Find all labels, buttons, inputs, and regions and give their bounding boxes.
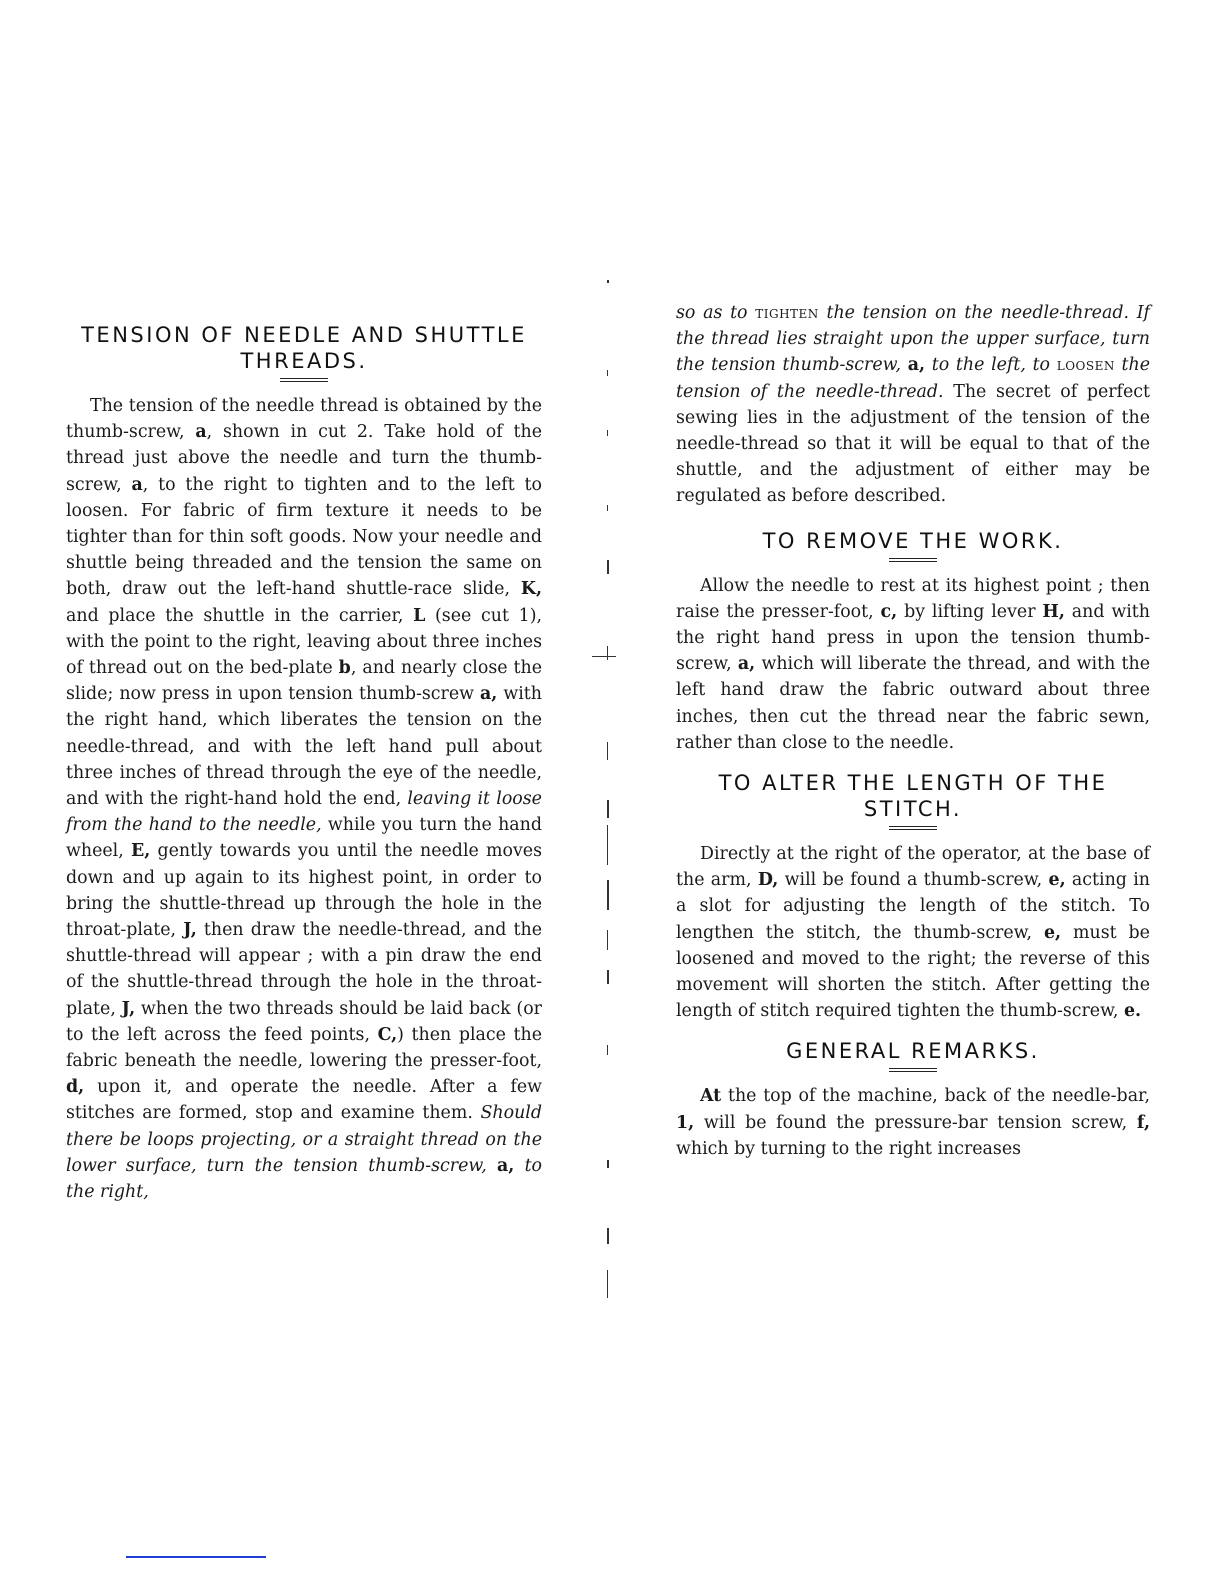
speck <box>607 742 608 760</box>
ref-a: a, <box>497 1155 515 1176</box>
speck <box>607 1270 608 1298</box>
text: upon it, and operate the needle. After a few stitches are formed, stop and examine them. <box>66 1077 542 1124</box>
small-caps-text: tighten <box>755 303 819 323</box>
italic-text: to the left, to <box>931 355 1057 376</box>
speck <box>592 656 616 657</box>
speck <box>607 1228 609 1244</box>
ref-L: L <box>413 605 426 626</box>
text: by lifting lever <box>897 601 1043 622</box>
text: and with the right hand press in upon the tension thumb-screw, <box>676 601 1150 675</box>
ref-e: e. <box>1123 1001 1142 1022</box>
speck <box>607 280 609 283</box>
ref-1: 1, <box>676 1112 695 1133</box>
text: , shown in cut 2. Take hold of the thread just above the needle and turn the thumb-screw, <box>66 422 542 495</box>
text: Allow the needle to rest at its highest point ; then raise the presser-foot, <box>676 575 1150 622</box>
ref-c: c, <box>880 601 898 622</box>
bold-text: At <box>700 1086 722 1107</box>
paragraph-continuation <box>676 300 1150 510</box>
right-column <box>676 300 1150 1162</box>
text: Directly at the right of the operator, at the base of the arm, <box>676 844 1150 891</box>
ref-a: a, <box>907 355 926 376</box>
text: which by turning to the right increases <box>676 1138 1022 1159</box>
speck <box>607 880 609 910</box>
heading-general-remarks: GENERAL REMARKS. <box>786 1039 1040 1064</box>
heading-alter-length: TO ALTER THE LENGTH OF THE STITCH. <box>718 771 1108 822</box>
ref-e: e, <box>1043 922 1062 943</box>
paragraph-remove-work <box>676 573 1150 756</box>
text: gently towards you until the needle moves down and up again to its highest point, in order to bring the shuttle-thread up through the hole in the throat-plate, <box>66 841 542 941</box>
text: The secret of perfect sewing lies in the adjustment of the tension of the needle-thread so that it will be equal to that of the shuttle, and the adjustment of either may be regulated as before described. <box>676 381 1151 507</box>
ref-a: a, <box>737 654 756 675</box>
ref-a: a, <box>480 684 498 705</box>
ref-e: e, <box>1048 870 1066 891</box>
speck <box>607 505 608 511</box>
text: The tension of the needle thread is obtained by the thumb-screw, <box>66 396 542 443</box>
ref-C: C, <box>377 1024 398 1045</box>
text: ) then place the fabric beneath the needle, lowering the presser-foot, <box>66 1024 543 1072</box>
ref-D: D, <box>757 870 779 891</box>
speck <box>607 800 609 818</box>
speck <box>607 430 608 436</box>
italic-text: the tension of the needle-thread. <box>676 355 1151 402</box>
text: then draw the needle-thread, and the shuttle-thread will appear ; with a pin draw the end of the shuttle-thread through the hole in the throat-plate, <box>66 920 542 1019</box>
ref-K: K, <box>520 579 542 600</box>
text: acting in a slot for adjusting the length of the stitch. To lengthen the stitch, the thumb-screw, <box>676 870 1150 943</box>
ref-a: a <box>131 474 143 495</box>
text: must be loosened and moved to the right; the reverse of this movement will shorten the stitch. After getting the length of stitch required tighten the thumb-screw, <box>676 922 1150 1022</box>
heading-rule <box>889 558 937 562</box>
paragraph-alter-length <box>676 841 1150 1024</box>
text: (see cut 1), with the point to the right, leaving about three inches of thread out on the bed-plate <box>66 605 543 679</box>
text: , and nearly close the slide; now press in upon tension thumb-screw <box>66 658 542 705</box>
speck <box>607 1160 609 1168</box>
ref-H: H, <box>1042 601 1065 622</box>
italic-text: leaving it loose from the hand to the needle, <box>66 789 542 836</box>
text: will be found the pressure-bar tension screw, <box>694 1112 1137 1133</box>
heading-rule <box>889 826 937 830</box>
italic-text: the tension on the needle-thread. If the thread lies straight upon the upper surface, turn the tension thumb-screw, <box>676 303 1150 376</box>
speck <box>607 930 608 950</box>
italic-text: Should there be loops projecting, or a straight thread on the lower surface, turn the tension thumb-screw, <box>66 1103 542 1176</box>
speck <box>607 646 608 660</box>
text: the top of the machine, back of the needle-bar, <box>721 1086 1150 1107</box>
paragraph-general-remarks <box>676 1083 1150 1162</box>
ref-J: J, <box>183 920 197 941</box>
ref-b: b <box>338 658 351 679</box>
italic-text: to the right, <box>66 1155 543 1203</box>
heading-remove-work: TO REMOVE THE WORK. <box>762 528 1064 553</box>
left-column <box>66 300 542 1205</box>
text: while you turn the hand wheel, <box>66 815 542 862</box>
speck <box>607 825 608 865</box>
text: will be found a thumb-screw, <box>778 870 1049 891</box>
gutter-artifacts <box>604 280 614 1300</box>
ref-d: d, <box>66 1077 85 1098</box>
paragraph-tension <box>66 393 542 1205</box>
heading-tension: TENSION OF NEEDLE AND SHUTTLE THREADS. <box>81 323 527 373</box>
footer-rule <box>126 1556 266 1558</box>
heading-rule <box>889 1068 937 1072</box>
ref-f: f, <box>1136 1112 1150 1133</box>
heading-rule <box>280 378 328 382</box>
ref-J: J, <box>121 998 136 1019</box>
italic-text: so as to <box>676 303 756 323</box>
ref-a: a <box>195 422 207 443</box>
speck <box>607 370 608 376</box>
small-caps-text: loosen <box>1056 355 1115 376</box>
text: with the right hand, which liberates the tension on the needle-thread, and with the left hand pull about three inches of thread through the eye of the needle, and with the right-hand hold the end, <box>66 684 542 810</box>
text: when the two threads should be laid back (or to the left across the feed points, <box>66 998 542 1045</box>
speck <box>607 560 609 574</box>
text: and place the shuttle in the carrier, <box>66 605 414 626</box>
text: , to the right to tighten and to the left to loosen. For fabric of firm texture it needs to be tighter than for thin soft goods. Now your needle and shuttle being threaded and the tension the same on both, draw out the left-hand shuttle-race slide, <box>66 474 542 600</box>
speck <box>607 970 609 984</box>
text: which will liberate the thread, and with the left hand draw the fabric outward about three inches, then cut the thread near the fabric sewn, rather than close to the needle. <box>676 654 1150 753</box>
ref-E: E, <box>130 841 151 862</box>
speck <box>607 1045 608 1055</box>
